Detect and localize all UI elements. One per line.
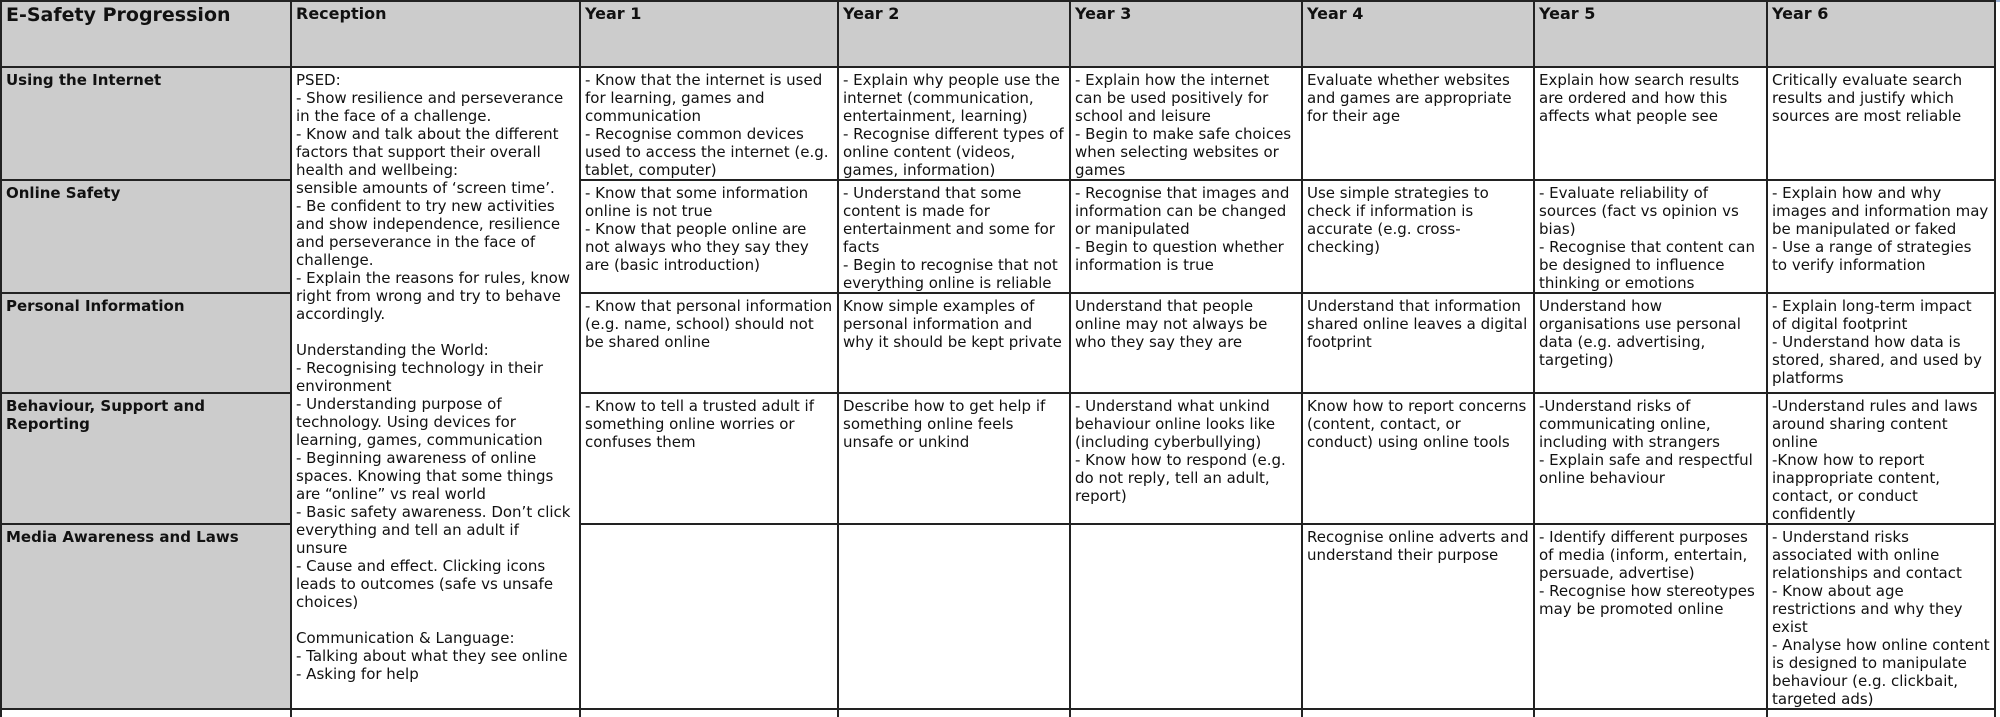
table-cell[interactable]: Know how to report concerns (content, contact, or conduct) using online tools [1302, 393, 1534, 524]
table-cell[interactable]: Explain how search results are ordered and how this affects what people see [1534, 67, 1767, 180]
empty-cell[interactable] [838, 709, 1070, 717]
row-label-media-awareness-laws[interactable]: Media Awareness and Laws [1, 524, 291, 709]
column-header-year-1[interactable]: Year 1 [580, 1, 838, 67]
column-header-year-5[interactable]: Year 5 [1534, 1, 1767, 67]
table-cell[interactable]: -Understand risks of communicating online, including with strangers - Explain safe and respectful online behaviour [1534, 393, 1767, 524]
table-cell[interactable]: Recognise online adverts and understand their purpose [1302, 524, 1534, 709]
table-cell[interactable]: - Understand that some content is made for entertainment and some for facts - Begin to recognise that not everything online is reliable [838, 180, 1070, 293]
empty-cell[interactable] [1, 709, 291, 717]
table-cell[interactable]: Use simple strategies to check if information is accurate (e.g. cross-checking) [1302, 180, 1534, 293]
table-row [1, 67, 1995, 180]
table-cell[interactable]: -Understand rules and laws around sharing content online -Know how to report inappropriate content, contact, or conduct confidently [1767, 393, 1995, 524]
header-row [1, 1, 1995, 67]
table-cell[interactable]: - Recognise that images and information can be changed or manipulated - Begin to question whether information is true [1070, 180, 1302, 293]
table-cell[interactable]: Evaluate whether websites and games are appropriate for their age [1302, 67, 1534, 180]
row-label-online-safety[interactable]: Online Safety [1, 180, 291, 293]
table-cell[interactable]: - Know that the internet is used for learning, games and communication - Recognise common devices used to access the internet (e.g. tablet, computer) [580, 67, 838, 180]
empty-cell[interactable] [1767, 709, 1995, 717]
table-cell[interactable]: - Know to tell a trusted adult if something online worries or confuses them [580, 393, 838, 524]
column-header-year-6[interactable]: Year 6 [1767, 1, 1995, 67]
table-cell[interactable]: - Explain how and why images and information may be manipulated or faked - Use a range of strategies to verify information [1767, 180, 1995, 293]
table-cell[interactable]: Understand that information shared online leaves a digital footprint [1302, 293, 1534, 393]
empty-cell[interactable] [291, 709, 580, 717]
empty-cell[interactable] [1534, 709, 1767, 717]
table-cell[interactable]: - Know that personal information (e.g. name, school) should not be shared online [580, 293, 838, 393]
empty-cell[interactable] [580, 709, 838, 717]
table-cell[interactable] [838, 524, 1070, 709]
table-cell[interactable]: - Understand risks associated with online relationships and contact - Know about age restrictions and why they exist - Analyse how online content is designed to manipulate behaviour (e.g. clickbait, targeted ads) [1767, 524, 1995, 709]
column-header-year-2[interactable]: Year 2 [838, 1, 1070, 67]
table-cell[interactable] [1070, 524, 1302, 709]
table-cell[interactable]: - Evaluate reliability of sources (fact vs opinion vs bias) - Recognise that content can be designed to influence thinking or emotions [1534, 180, 1767, 293]
table-cell[interactable]: - Explain why people use the internet (communication, entertainment, learning) - Recognise different types of online content (videos, games, information) [838, 67, 1070, 180]
table-title[interactable]: E-Safety Progression [1, 1, 291, 67]
row-label-using-the-internet[interactable]: Using the Internet [1, 67, 291, 180]
row-label-personal-information[interactable]: Personal Information [1, 293, 291, 393]
reception-cell[interactable]: PSED: - Show resilience and perseverance in the face of a challenge. - Know and talk about the different factors that support their overall health and wellbeing: sensible amounts of ‘screen time’. - Be confident to try new activities and show independence, resilience and perseverance in the face of challenge. - Explain the reasons for rules, know right from wrong and try to behave accordingly. Understanding the World: - Recognising technology in their environment - Understanding purpose of technology. Using devices for learning, games, communication - Beginning awareness of online spaces. Knowing that some things are “online” vs real world - Basic safety awareness. Don’t click everything and tell an adult if unsure - Cause and effect. Clicking icons leads to outcomes (safe vs unsafe choices) Communication & Language: - Talking about what they see online - Asking for help [291, 67, 580, 709]
table-cell[interactable]: Describe how to get help if something online feels unsafe or unkind [838, 393, 1070, 524]
empty-cell[interactable] [1070, 709, 1302, 717]
table-cell[interactable]: - Identify different purposes of media (inform, entertain, persuade, advertise) - Recognise how stereotypes may be promoted online [1534, 524, 1767, 709]
row-label-behaviour-support-reporting[interactable]: Behaviour, Support and Reporting [1, 393, 291, 524]
table-cell[interactable]: - Explain how the internet can be used positively for school and leisure - Begin to make safe choices when selecting websites or games [1070, 67, 1302, 180]
column-header-year-3[interactable]: Year 3 [1070, 1, 1302, 67]
column-header-year-4[interactable]: Year 4 [1302, 1, 1534, 67]
table-cell[interactable]: Know simple examples of personal information and why it should be kept private [838, 293, 1070, 393]
table-cell[interactable]: - Know that some information online is not true - Know that people online are not always who they say they are (basic introduction) [580, 180, 838, 293]
column-header-reception[interactable]: Reception [291, 1, 580, 67]
table-cell[interactable]: Critically evaluate search results and justify which sources are most reliable [1767, 67, 1995, 180]
table-cell[interactable]: Understand how organisations use personal data (e.g. advertising, targeting) [1534, 293, 1767, 393]
table-cell[interactable]: - Explain long-term impact of digital footprint - Understand how data is stored, shared, and used by platforms [1767, 293, 1995, 393]
table-cell[interactable]: - Understand what unkind behaviour online looks like (including cyberbullying) - Know how to respond (e.g. do not reply, tell an adult, report) [1070, 393, 1302, 524]
table-cell[interactable]: Understand that people online may not always be who they say they are [1070, 293, 1302, 393]
empty-row [1, 709, 1995, 717]
empty-cell[interactable] [1302, 709, 1534, 717]
table-cell[interactable] [580, 524, 838, 709]
